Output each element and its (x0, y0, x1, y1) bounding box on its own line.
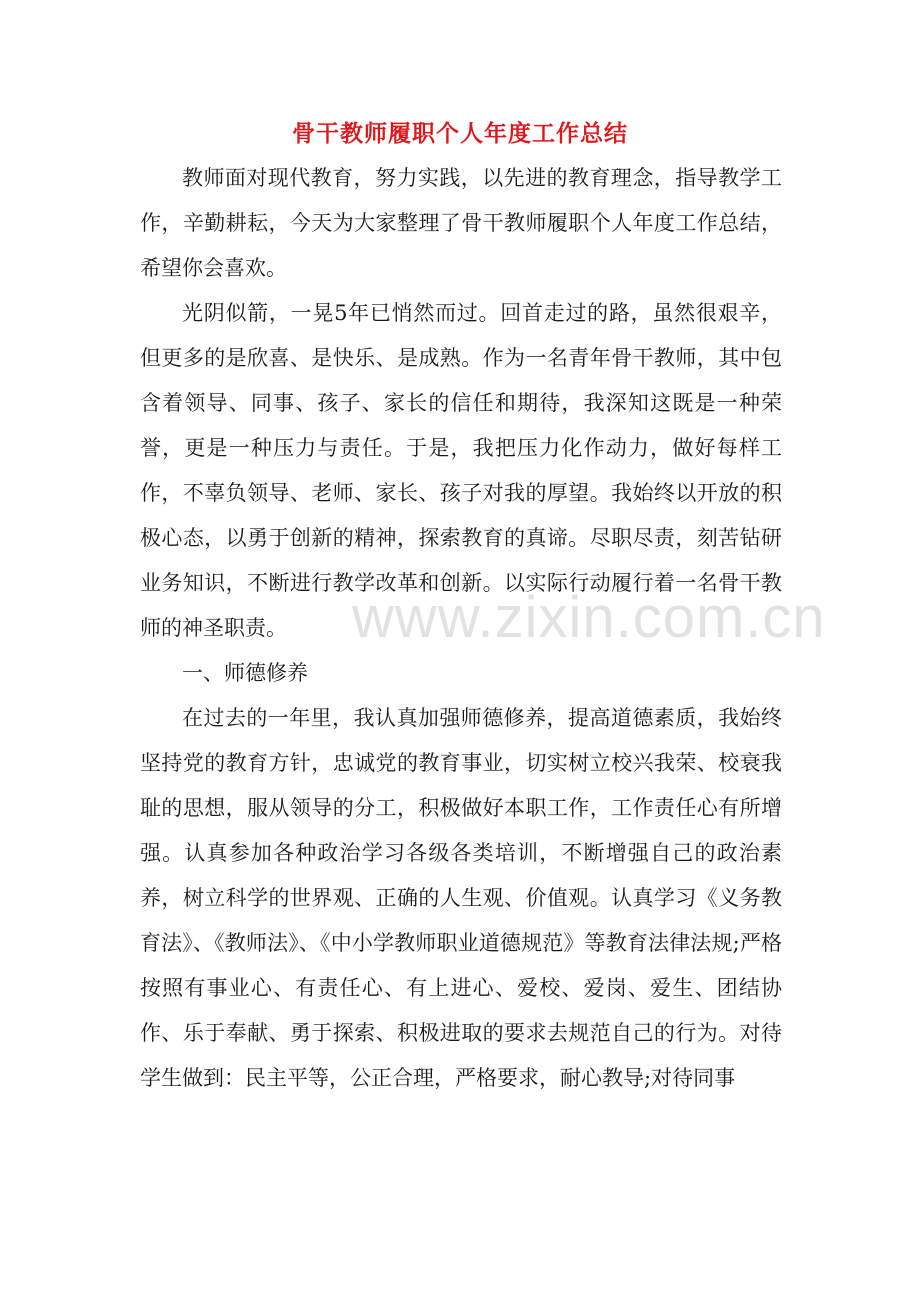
overview-paragraph: 光阴似箭，一晃5年已悄然而过。回首走过的路，虽然很艰辛，但更多的是欣喜、是快乐、是成熟。作为一名青年骨干教师，其中包含着领导、同事、孩子、家长的信任和期待，我深知这既是一种荣誉，更是一种压力与责任。于是，我把压力化作动力，做好每样工作，不辜负领导、老师、家长、孩子对我的厚望。我始终以开放的积极心态，以勇于创新的精神，探索教育的真谛。尽职尽责，刻苦钻研业务知识，不断进行教学改革和创新。以实际行动履行着一名骨干教师的神圣职责。 (140, 301, 782, 640)
section-heading: 一、师德修养 (182, 661, 308, 685)
document-title: 骨干教师履职个人年度工作总结 (292, 120, 628, 147)
section-paragraph: 在过去的一年里，我认真加强师德修养，提高道德素质，我始终坚持党的教育方针，忠诚党的教育事业，切实树立校兴我荣、校衰我耻的思想，服从领导的分工，积极做好本职工作，工作责任心有所增强。认真参加各种政治学习各级各类培训，不断增强自己的政治素养，树立科学的世界观、正确的人生观、价值观。认真学习《义务教育法》、《教师法》、《中小学教师职业道德规范》等教育法律法规;严格按照有事业心、有责任心、有上进心、爱校、爱岗、爱生、团结协作、乐于奉献、勇于探索、积极进取的要求去规范自己的行为。对待学生做到：民主平等，公正合理，严格要求，耐心教导;对待同事 (140, 706, 782, 1090)
document-body (140, 156, 782, 1101)
intro-paragraph: 教师面对现代教育，努力实践，以先进的教育理念，指导教学工作，辛勤耕耘，今天为大家整理了骨干教师履职个人年度工作总结，希望你会喜欢。 (140, 166, 782, 280)
watermark: www.zixin.com.cn (352, 585, 826, 650)
